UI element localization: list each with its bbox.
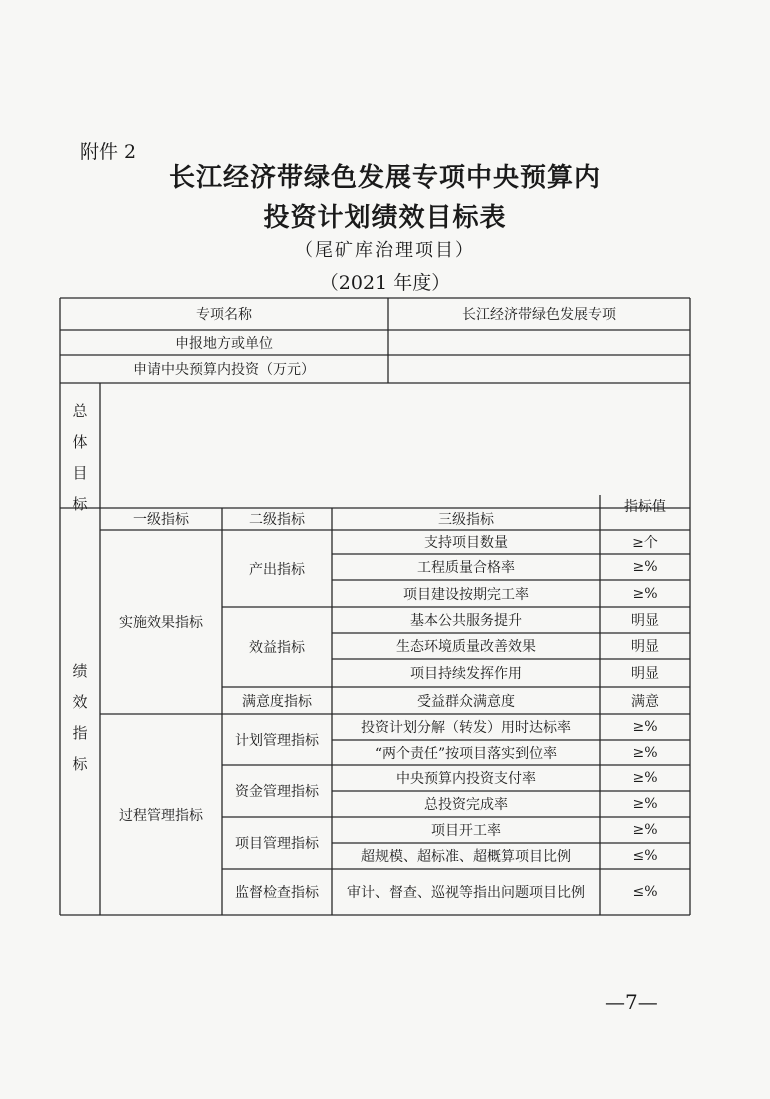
- row-level3: 超规模、超标准、超概算项目比例: [361, 849, 571, 865]
- group-impl: 实施效果指标: [119, 615, 203, 631]
- performance-char: 绩: [72, 662, 88, 680]
- row-value: ≤%: [632, 884, 658, 900]
- group-output: 产出指标: [249, 561, 305, 578]
- page-number: —7—: [605, 990, 658, 1014]
- row-level3: 基本公共服务提升: [410, 613, 522, 629]
- year-label: （2021 年度）: [319, 272, 451, 294]
- page-title: 长江经济带绿色发展专项中央预算内: [168, 163, 601, 193]
- row-level3: 审计、督查、巡视等指出问题项目比例: [347, 885, 585, 901]
- row-value: ≥%: [632, 719, 658, 735]
- row-level3: 工程质量合格率: [417, 560, 515, 576]
- row-value: ≥个: [632, 535, 658, 551]
- project-name-value: 长江经济带绿色发展专项: [462, 307, 616, 323]
- overall-goal-char: 目: [72, 464, 88, 482]
- row-level3: 支持项目数量: [424, 535, 508, 551]
- row-level3: “两个责任”按项目落实到位率: [374, 745, 558, 762]
- group-supervision: 监督检查指标: [235, 885, 319, 901]
- row-value: ≥%: [632, 744, 658, 761]
- performance-label: [60, 660, 100, 774]
- row-value: 明显: [631, 639, 659, 655]
- group-process: 过程管理指标: [119, 807, 203, 824]
- row-value: ≥%: [632, 585, 658, 602]
- group-project: 项目管理指标: [235, 836, 319, 852]
- overall-goal-value: [100, 383, 690, 508]
- header-level2: 二级指标: [249, 512, 305, 528]
- row-value: ≥%: [632, 822, 658, 838]
- header-level3: 三级指标: [438, 512, 494, 528]
- group-satisfaction: 满意度指标: [242, 693, 312, 710]
- project-name-label: 专项名称: [196, 307, 252, 323]
- row-level3: 项目开工率: [431, 823, 501, 839]
- investment-label: 申请中央预算内投资（万元）: [133, 362, 315, 378]
- applicant-value: [388, 330, 690, 355]
- row-value: ≥%: [632, 770, 658, 786]
- applicant-label: 申报地方或单位: [175, 335, 273, 352]
- performance-char: 标: [72, 755, 88, 773]
- row-value: ≥%: [632, 796, 658, 812]
- row-level3: 总投资完成率: [424, 797, 508, 813]
- attachment-label: 附件 2: [80, 141, 137, 163]
- performance-char: 效: [72, 693, 88, 711]
- row-value: 满意: [631, 693, 659, 710]
- row-value: ≤%: [632, 848, 658, 864]
- page-title-line2: 投资计划绩效目标表: [263, 203, 507, 233]
- group-benefit: 效益指标: [249, 640, 305, 656]
- group-plan: 计划管理指标: [235, 732, 319, 749]
- subtitle: （尾矿库治理项目）: [295, 240, 475, 261]
- row-level3: 生态环境质量改善效果: [396, 639, 536, 655]
- row-level3: 受益群众满意度: [417, 693, 515, 710]
- overall-goal-char: 体: [72, 433, 88, 451]
- header-level1: 一级指标: [133, 512, 189, 528]
- performance-char: 指: [72, 724, 88, 742]
- row-value: ≥%: [632, 559, 658, 575]
- row-level3: 投资计划分解（转发）用时达标率: [361, 720, 571, 736]
- row-level3: 项目持续发挥作用: [410, 666, 522, 682]
- investment-value: [388, 355, 690, 383]
- group-fund: 资金管理指标: [235, 784, 319, 800]
- row-level3: 中央预算内投资支付率: [396, 771, 536, 787]
- overall-goal-char: 总: [72, 402, 88, 420]
- row-level3: 项目建设按期完工率: [403, 586, 529, 603]
- overall-goal-label: [60, 400, 100, 514]
- row-value: 明显: [631, 666, 659, 682]
- row-value: 明显: [631, 613, 659, 629]
- overall-goal-char: 标: [72, 495, 88, 513]
- header-value: 指标值: [624, 499, 666, 515]
